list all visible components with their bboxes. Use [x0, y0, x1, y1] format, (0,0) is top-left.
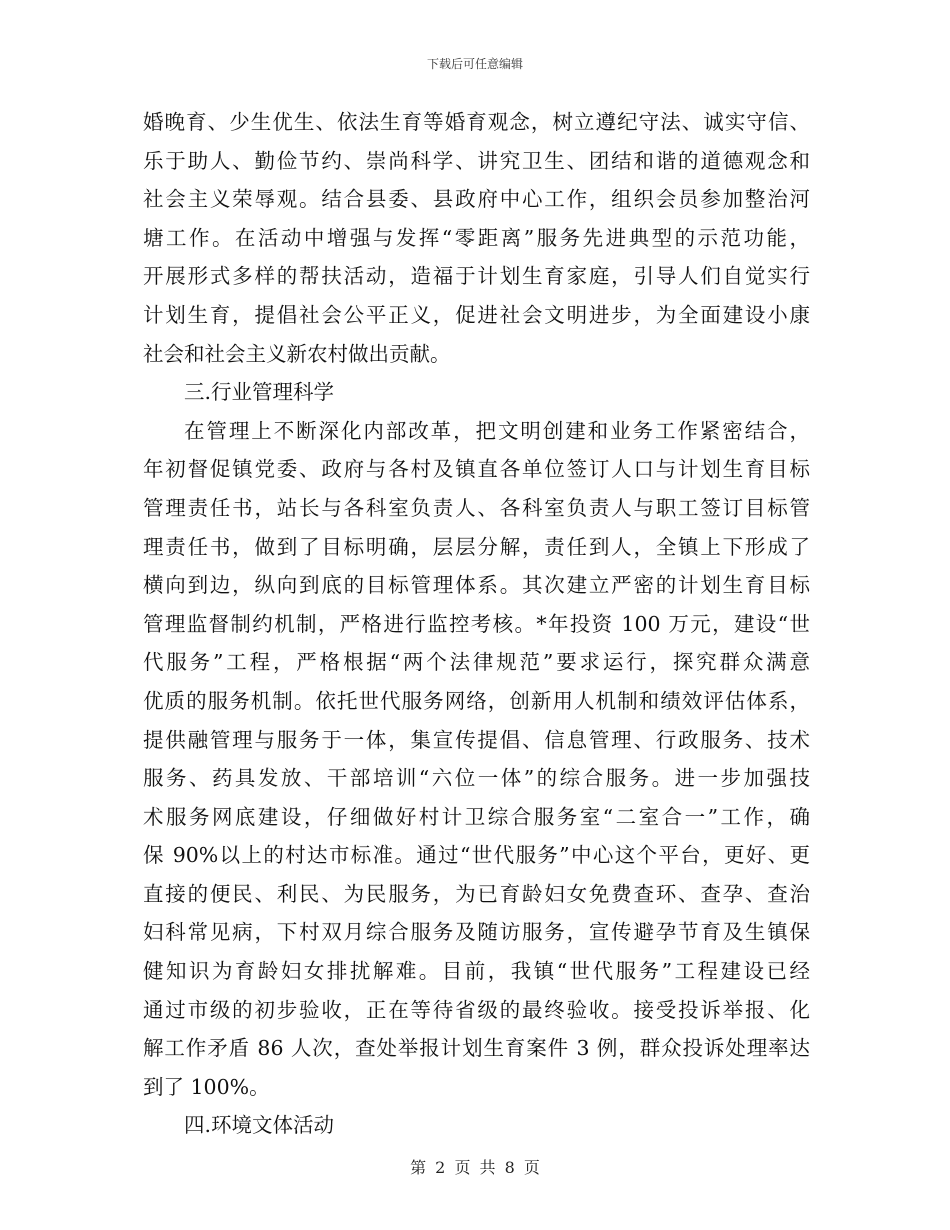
body-line: 横向到边，纵向到底的目标管理体系。其次建立严密的计划生育目标	[143, 573, 810, 598]
body-line: 理责任书，做到了目标明确，层层分解，责任到人，全镇上下形成了	[143, 534, 810, 559]
body-line: 计划生育，提倡社会公平正义，促进社会文明进步，为全面建设小康	[143, 302, 810, 327]
body-line: 塘工作。在活动中增强与发挥“零距离”服务先进典型的示范功能，	[143, 225, 810, 250]
body-line: 乐于助人、勤俭节约、崇尚科学、讲究卫生、团结和谐的道德观念和	[143, 148, 810, 173]
body-line: 社会和社会主义新农村做出贡献。	[143, 341, 451, 366]
body-line: 优质的服务机制。依托世代服务网络，创新用人机制和绩效评估体系，	[143, 688, 810, 713]
body-line: 保 90%以上的村达市标准。通过“世代服务”中心这个平台，更好、更	[143, 843, 810, 868]
body-line: 管理责任书，站长与各科室负责人、各科室负责人与职工签订目标管	[143, 495, 810, 520]
body-line: 社会主义荣辱观。结合县委、县政府中心工作，组织会员参加整治河	[143, 187, 810, 212]
body-line: 婚晚育、少生优生、依法生育等婚育观念，树立遵纪守法、诚实守信、	[143, 110, 810, 134]
body-line: 到了 100%。	[143, 1074, 270, 1099]
body-line: 年初督促镇党委、政府与各村及镇直各单位签订人口与计划生育目标	[143, 457, 810, 482]
body-line: 通过市级的初步验收，正在等待省级的最终验收。接受投诉举报、化	[143, 997, 810, 1022]
body-line: 提供融管理与服务于一体，集宣传提倡、信息管理、行政服务、技术	[143, 727, 810, 752]
body-line: 健知识为育龄妇女排扰解难。目前，我镇“世代服务”工程建设已经	[143, 959, 810, 984]
page-header: 下载后可任意编辑	[426, 57, 523, 71]
body-line: 术服务网底建设，仔细做好村计卫综合服务室“二室合一”工作，确	[143, 804, 810, 829]
section-heading: 三.行业管理科学	[184, 380, 335, 405]
body-line: 服务、药具发放、干部培训“六位一体”的综合服务。进一步加强技	[143, 766, 810, 791]
body-line: 妇科常见病，下村双月综合服务及随访服务，宣传避孕节育及生镇保	[143, 920, 810, 945]
body-line: 代服务”工程，严格根据“两个法律规范”要求运行，探究群众满意	[143, 650, 810, 675]
body-line: 直接的便民、利民、为民服务，为已育龄妇女免费查环、查孕、查治	[143, 881, 810, 906]
page-footer: 第 2 页 共 8 页	[410, 1158, 540, 1177]
body-line: 解工作矛盾 86 人次，查处举报计划生育案件 3 例，群众投诉处理率达	[143, 1036, 810, 1061]
body-line: 管理监督制约机制，严格进行监控考核。*年投资 100 万元，建设“世	[143, 611, 810, 636]
document-body	[143, 103, 810, 1145]
section-heading: 四.环境文体活动	[184, 1113, 335, 1138]
body-line: 开展形式多样的帮扶活动，造福于计划生育家庭，引导人们自觉实行	[143, 264, 810, 289]
body-line: 在管理上不断深化内部改革，把文明创建和业务工作紧密结合，	[184, 418, 810, 443]
